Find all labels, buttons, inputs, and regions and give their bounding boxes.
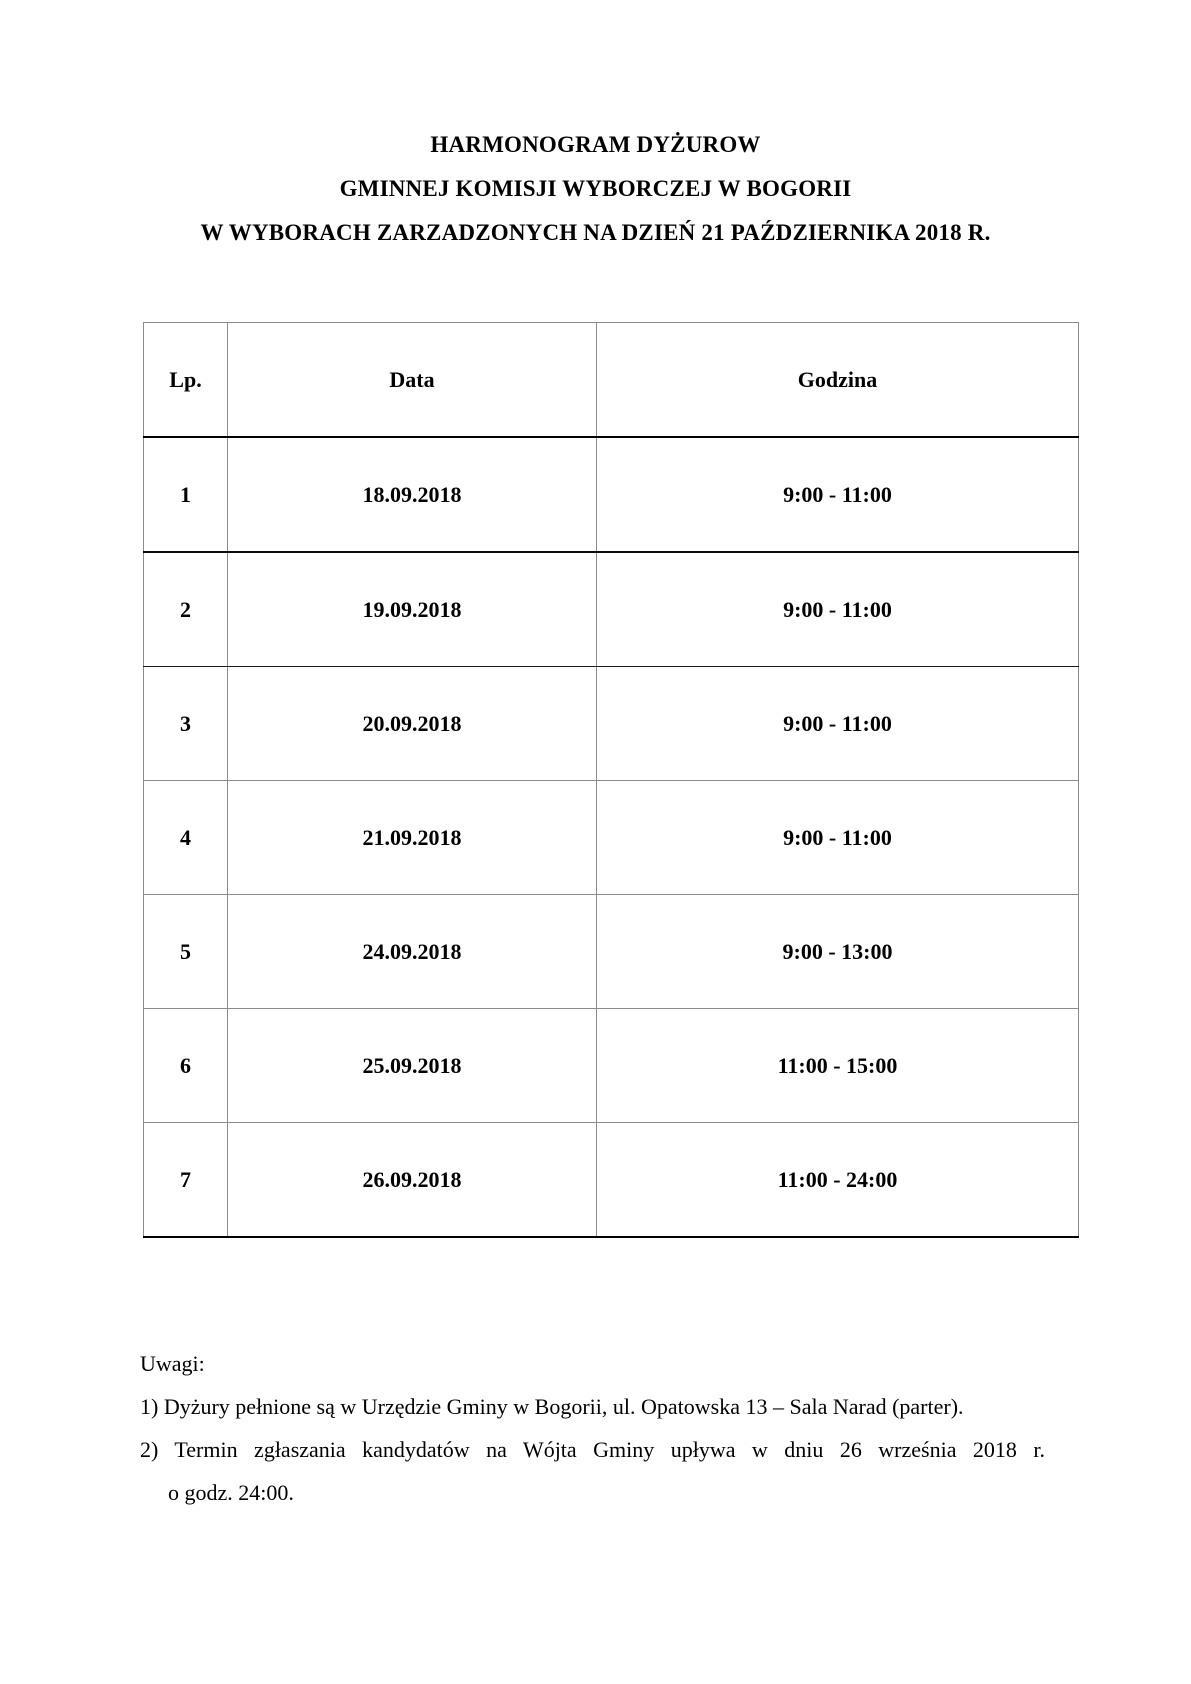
cell-data: 19.09.2018 <box>228 552 597 667</box>
table-row <box>144 895 1079 1009</box>
table-row <box>144 1123 1079 1238</box>
schedule-table <box>143 322 1079 1238</box>
cell-lp: 4 <box>144 781 228 895</box>
cell-godzina: 9:00 - 13:00 <box>597 895 1079 1009</box>
cell-godzina: 9:00 - 11:00 <box>597 667 1079 781</box>
notes-heading: Uwagi: <box>140 1351 205 1376</box>
cell-lp: 3 <box>144 667 228 781</box>
cell-lp: 2 <box>144 552 228 667</box>
cell-data: 25.09.2018 <box>228 1009 597 1123</box>
note-2-line-2: o godz. 24:00. <box>168 1480 294 1505</box>
note-1: 1) Dyżury pełnione są w Urzędzie Gminy w Bogorii, ul. Opatowska 13 – Sala Narad (parter). <box>140 1394 964 1419</box>
cell-lp: 7 <box>144 1123 228 1238</box>
cell-lp: 6 <box>144 1009 228 1123</box>
table-row <box>144 437 1079 552</box>
cell-godzina: 9:00 - 11:00 <box>597 437 1079 552</box>
column-header-data: Data <box>228 323 597 438</box>
cell-godzina: 11:00 - 24:00 <box>597 1123 1079 1238</box>
cell-data: 21.09.2018 <box>228 781 597 895</box>
cell-data: 26.09.2018 <box>228 1123 597 1238</box>
notes-section <box>140 1342 1045 1514</box>
title-line-3: W WYBORACH ZARZADZONYCH NA DZIEŃ 21 PAŹDZIERNIKA 2018 R. <box>200 220 991 245</box>
table-row <box>144 552 1079 667</box>
cell-godzina: 9:00 - 11:00 <box>597 552 1079 667</box>
table-row <box>144 667 1079 781</box>
note-2-line-1: 2) Termin zgłaszania kandydatów na Wójta Gminy upływa w dniu 26 września 2018 r. <box>140 1437 1045 1462</box>
title-line-2: GMINNEJ KOMISJI WYBORCZEJ W BOGORII <box>339 176 852 201</box>
cell-data: 20.09.2018 <box>228 667 597 781</box>
column-header-godzina: Godzina <box>597 323 1079 438</box>
table-row <box>144 781 1079 895</box>
cell-lp: 5 <box>144 895 228 1009</box>
table-header-row <box>144 323 1079 438</box>
cell-godzina: 9:00 - 11:00 <box>597 781 1079 895</box>
cell-lp: 1 <box>144 437 228 552</box>
table-row <box>144 1009 1079 1123</box>
cell-data: 24.09.2018 <box>228 895 597 1009</box>
title-line-1: HARMONOGRAM DYŻUROW <box>430 132 761 157</box>
document-title-block <box>0 130 1191 262</box>
cell-data: 18.09.2018 <box>228 437 597 552</box>
column-header-lp: Lp. <box>144 323 228 438</box>
cell-godzina: 11:00 - 15:00 <box>597 1009 1079 1123</box>
